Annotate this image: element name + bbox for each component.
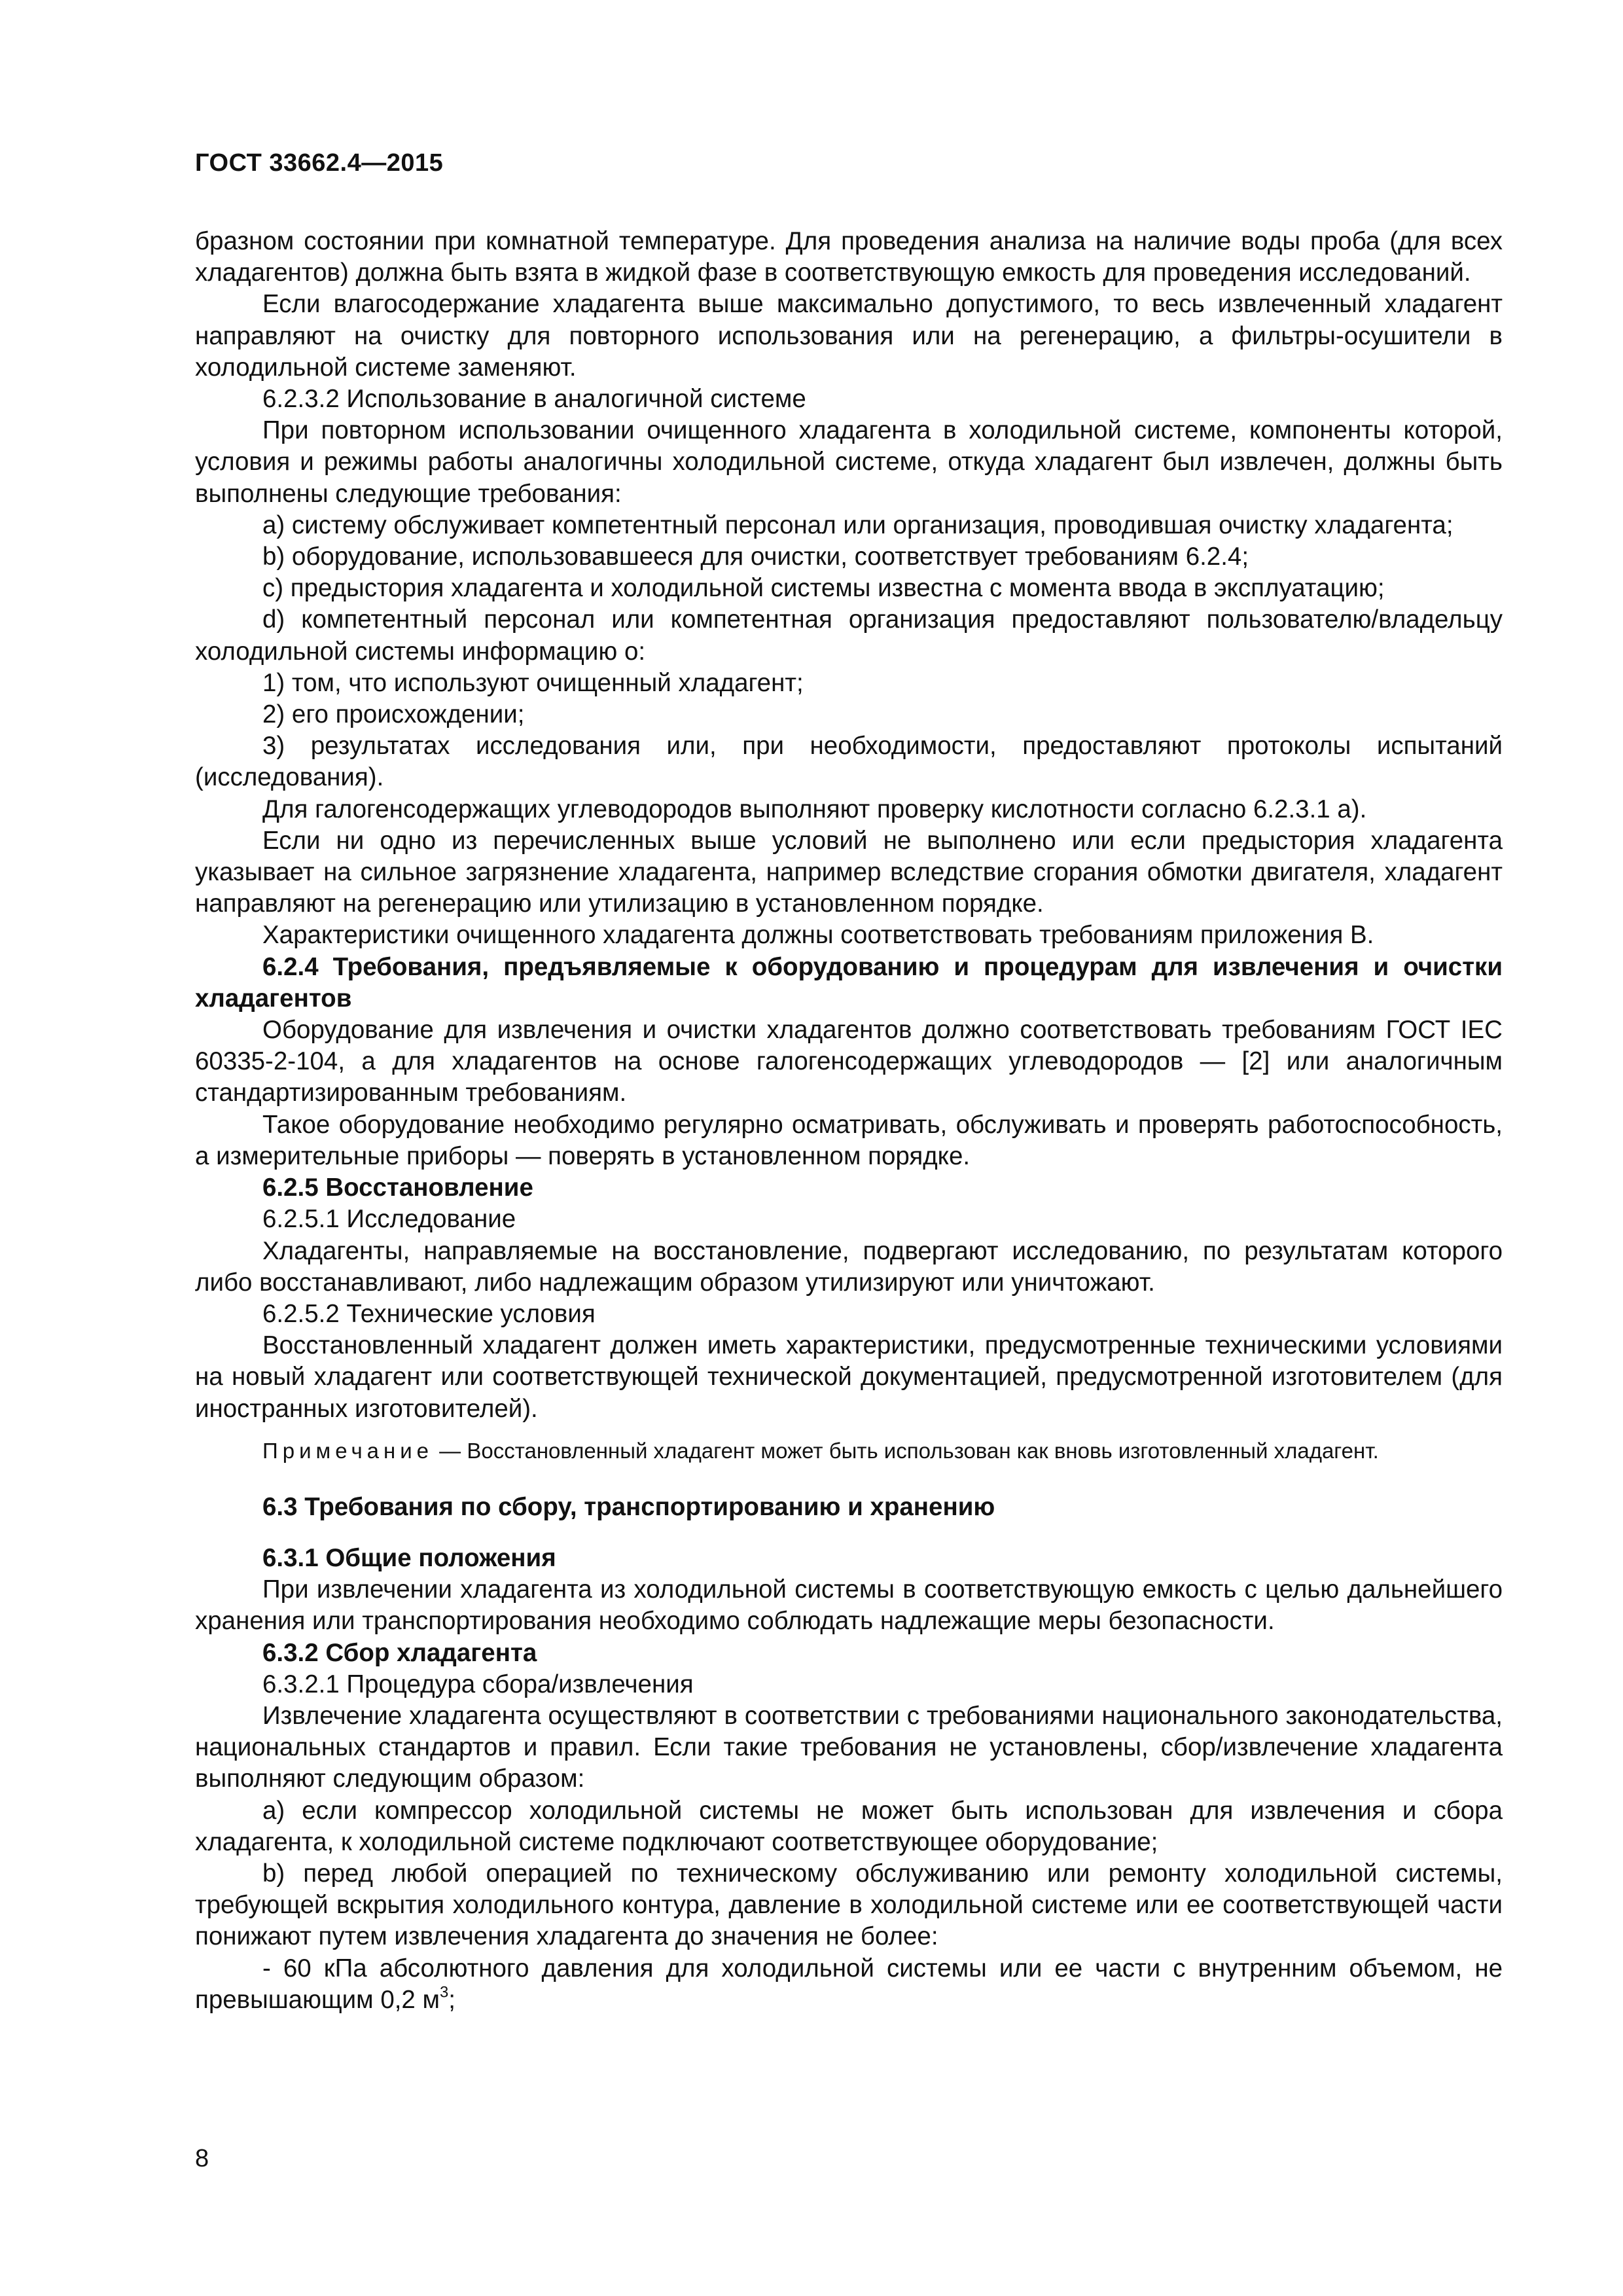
paragraph: бразном состоянии при комнатной температуре. Для проведения анализа на наличие воды проба (для всех хладагентов) должна быть взята в жидкой фазе в соответствующую емкость для проведения исследований.	[195, 227, 1503, 287]
list-item-text: - 60 кПа абсолютного давления для холодильной системы или ее части с внутренним объемом, не превышающим 0,2 м	[195, 1954, 1503, 2014]
note-label: Примечание	[262, 1438, 434, 1463]
paragraph: При извлечении хладагента из холодильной системы в соответствующую емкость с целью дальнейшего хранения или транспортирования необходимо соблюдать надлежащие меры безопасности.	[195, 1575, 1503, 1636]
section-heading-6-2-5-1: 6.2.5.1 Исследование	[262, 1205, 516, 1234]
paragraph: Такое оборудование необходимо регулярно осматривать, обслуживать и проверять работоспособность, а измерительные приборы — поверять в установленном порядке.	[195, 1110, 1503, 1170]
document-body	[195, 226, 1503, 2016]
list-item	[195, 1953, 1503, 2016]
section-heading-6-2-5: 6.2.5 Восстановление	[262, 1174, 533, 1202]
section-heading-6-2-3-2: 6.2.3.2 Использование в аналогичной системе	[262, 385, 806, 414]
section-heading-6-3: 6.3 Требования по сбору, транспортированию и хранению	[262, 1492, 995, 1521]
list-item: 1) том, что используют очищенный хладагент;	[262, 668, 804, 697]
superscript: 3	[440, 1983, 449, 2001]
paragraph: При повторном использовании очищенного хладагента в холодильной системе, компоненты которой, условия и режимы работы аналогичны холодильной системе, откуда хладагент был извлечен, должны быть выполнены следующие требования:	[195, 416, 1503, 508]
section-heading-6-3-1: 6.3.1 Общие положения	[262, 1543, 556, 1572]
paragraph: Характеристики очищенного хладагента должны соответствовать требованиям приложения В.	[262, 921, 1374, 950]
list-item: а) если компрессор холодильной системы не может быть использован для извлечения и сбора хладагента, к холодильной системе подключают соответствующее оборудование;	[195, 1796, 1503, 1856]
section-heading-6-3-2-1: 6.3.2.1 Процедура сбора/извлечения	[262, 1670, 694, 1698]
list-item: d) компетентный персонал или компетентная организация предоставляют пользователю/владельцу холодильной системы информацию о:	[195, 605, 1503, 666]
paragraph: Для галогенсодержащих углеводородов выполняют проверку кислотности согласно 6.2.3.1 а).	[262, 795, 1367, 823]
list-item: с) предыстория хладагента и холодильной системы известна с момента ввода в эксплуатацию;	[262, 574, 1385, 603]
note-text: — Восстановленный хладагент может быть использован как вновь изготовленный хладагент.	[433, 1438, 1379, 1463]
list-item: b) оборудование, использовавшееся для очистки, соответствует требованиям 6.2.4;	[262, 543, 1249, 571]
paragraph: Оборудование для извлечения и очистки хладагентов должно соответствовать требованиям ГОСТ IEC 60335-2-104, а для хладагентов на основе галогенсодержащих углеводородов — [2] или аналогичным стандартизированным требованиям.	[195, 1016, 1503, 1107]
paragraph: Если влагосодержание хладагента выше максимально допустимого, то весь извлеченный хладагент направляют на очистку для повторного использования или на регенерацию, а фильтры-осушители в холодильной системе заменяют.	[195, 290, 1503, 382]
section-heading-6-3-2: 6.3.2 Сбор хладагента	[262, 1638, 537, 1667]
list-item: а) систему обслуживает компетентный персонал или организация, проводившая очистку хладагента;	[262, 511, 1454, 539]
list-item: b) перед любой операцией по техническому обслуживанию или ремонту холодильной системы, требующей вскрытия холодильного контура, давление в холодильной системе или ее соответствующей части понижают путем извлечения хладагента до значения не более:	[195, 1859, 1503, 1951]
page-number: 8	[195, 2145, 209, 2172]
section-heading-6-2-5-2: 6.2.5.2 Технические условия	[262, 1299, 596, 1328]
paragraph: Извлечение хладагента осуществляют в соответствии с требованиями национального законодательства, национальных стандартов и правил. Если такие требования не установлены, сбор/извлечение хладагента выполняют следующим образом:	[195, 1701, 1503, 1793]
paragraph: Восстановленный хладагент должен иметь характеристики, предусмотренные техническими условиями на новый хладагент или соответствующей технической документацией, предусмотренной изготовителем (для иностранных изготовителей).	[195, 1331, 1503, 1423]
standard-header: ГОСТ 33662.4—2015	[195, 149, 444, 177]
paragraph: Хладагенты, направляемые на восстановление, подвергают исследованию, по результатам которого либо восстанавливают, либо надлежащим образом утилизируют или уничтожают.	[195, 1236, 1503, 1297]
paragraph: Если ни одно из перечисленных выше условий не выполнено или если предыстория хладагента указывает на сильное загрязнение хладагента, например вследствие сгорания обмотки двигателя, хладагент направляют на регенерацию или утилизацию в установленном порядке.	[195, 826, 1503, 918]
note	[195, 1437, 1503, 1465]
section-heading-6-2-4: 6.2.4 Требования, предъявляемые к оборудованию и процедурам для извлечения и очистки хладагентов	[195, 952, 1503, 1013]
list-item-end: ;	[448, 1985, 455, 2014]
list-item: 3) результатах исследования или, при необходимости, предоставляют протоколы испытаний (исследования).	[195, 732, 1503, 792]
list-item: 2) его происхождении;	[262, 700, 525, 729]
